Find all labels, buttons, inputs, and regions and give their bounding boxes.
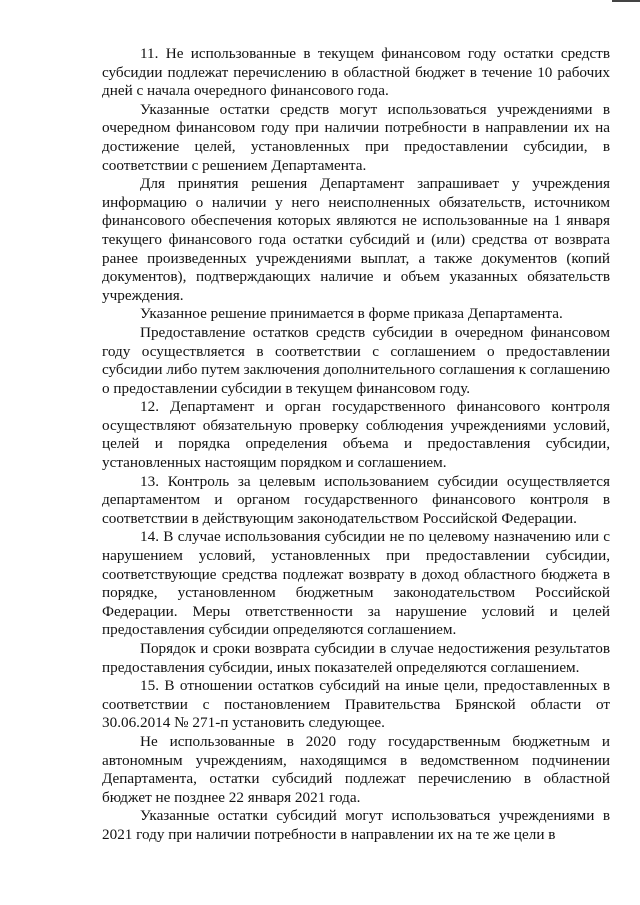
paragraph-provision-of-balances: Предоставление остатков средств субсидии в очередном финансовом году осуществляется в соответствии с соглашением о предоставлении субсидии либо путем заключения дополнительного соглашения к соглашению о предоставлении субсидии в текущем финансовом году. <box>102 323 610 397</box>
paragraph-refund-procedure: Порядок и сроки возврата субсидии в случае недостижения результатов предоставления субсидии, иных показателей определяются соглашением. <box>102 640 610 676</box>
paragraph-12: 12. Департамент и орган государственного финансового контроля осуществляют обязательную проверку соблюдения учреждениями условий, целей и порядка определения объема и предоставления субсидии, установленных настоящим порядком и соглашением. <box>102 398 610 472</box>
paragraph-decision-form: Указанное решение принимается в форме приказа Департамента. <box>140 305 563 323</box>
paragraph-14: 14. В случае использования субсидии не по целевому назначению или с нарушением условий, установленных при предоставлении субсидии, соответствующие средства подлежат возврату в доход областного бюджета в порядке, установленном бюджетным законодательством Российской Федерации. Меры ответственности за нарушение условий и целей предоставления субсидии определяются соглашением. <box>102 528 610 639</box>
page-edge-mark <box>612 0 640 2</box>
paragraph-remaining-balances: Указанные остатки средств могут использоваться учреждениями в очередном финансовом году при наличии потребности в направлении их на достижение целей, установленных при предоставлении субсидии, в соответствии с решением Департамента. <box>102 100 610 174</box>
paragraph-use-2021: Указанные остатки субсидий могут использоваться учреждениями в 2021 году при наличии потребности в направлении их на те же цели в <box>102 807 610 843</box>
paragraph-decision-request: Для принятия решения Департамент запрашивает у учреждения информацию о наличии у него неисполненных обязательств, источником финансового обеспечения которых являются не использованные на 1 января текущего финансового года остатки субсидий и (или) средства от возврата ранее произведенных учреждениями выплат, а также документов (копий документов), подтверждающих наличие и объем указанных обязательств учреждения. <box>102 175 610 304</box>
paragraph-11: 11. Не использованные в текущем финансовом году остатки средств субсидии подлежат перечислению в областной бюджет в течение 10 рабочих дней с начала очередного финансового года. <box>102 45 610 100</box>
paragraph-15: 15. В отношении остатков субсидий на иные цели, предоставленных в соответствии с постановлением Правительства Брянской области от 30.06.2014 № 271-п установить следующее. <box>102 677 610 732</box>
paragraph-unused-2020: Не использованные в 2020 году государственным бюджетным и автономным учреждениям, находящимся в ведомственном подчинении Департамента, остатки субсидий подлежат перечислению в областной бюджет не позднее 22 января 2021 года. <box>102 732 610 806</box>
paragraph-13: 13. Контроль за целевым использованием субсидии осуществляется департаментом и органом государственного финансового контроля в соответствии в действующим законодательством Российской Федерации. <box>102 472 610 527</box>
